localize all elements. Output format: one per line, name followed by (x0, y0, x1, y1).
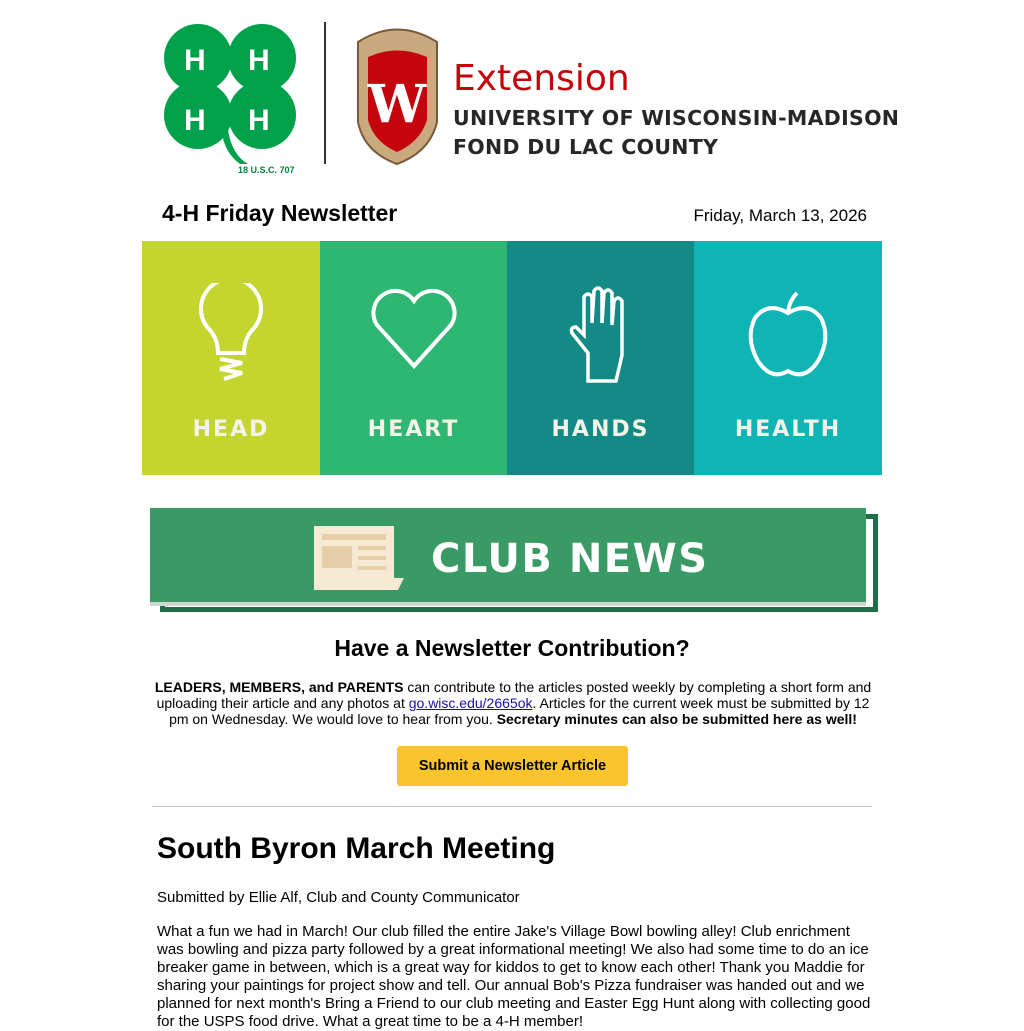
text: . Articles for the current week must be submitted by 12 pm on Wednesday. We would love to hear from you. (169, 695, 870, 727)
logo-divider (324, 22, 326, 164)
hand-icon (566, 283, 636, 383)
pledge-health (694, 241, 882, 475)
newsletter-title: 4-H Friday Newsletter (162, 200, 398, 226)
pledge-label: HEALTH (734, 417, 842, 442)
bold-lead: LEADERS, MEMBERS, and PARENTS (154, 679, 404, 695)
county-label: FOND DU LAC COUNTY (453, 135, 719, 159)
article-byline: Submitted by Ellie Alf, Club and County Communicator (157, 889, 520, 906)
article-title: South Byron March Meeting (157, 832, 556, 865)
svg-text:H: H (248, 44, 270, 77)
contribution-heading: Have a Newsletter Contribution? (334, 635, 690, 661)
newsletter-date: Friday, March 13, 2026 (693, 206, 867, 225)
newspaper-icon (314, 526, 404, 592)
text: can contribute to the articles posted weekly by completing a short form and uploading their article and any photos at (156, 679, 872, 711)
4h-clover-logo (160, 20, 305, 166)
pledge-label: HANDS (551, 417, 650, 442)
form-link[interactable]: go.wisc.edu/2665ok (408, 695, 533, 711)
svg-text:H: H (184, 44, 206, 77)
pledge-label: HEART (367, 417, 460, 442)
uw-crest-logo (350, 22, 445, 166)
contribution-text (146, 679, 880, 727)
university-label: UNIVERSITY OF WISCONSIN-MADISON (453, 106, 900, 130)
svg-text:W: W (367, 74, 427, 135)
article-body: What a fun we had in March! Our club filled the entire Jake's Village Bowl bowling alley! Club enrichment was bowling and pizza party followed by a great informational meeting! We also had some time to do an ice breaker game in between, which is a great way for kiddos to get to know each other! Thank you Maddie for sharing your paintings for project show and tell. Our annual Bob's Pizza fundraiser was handed out and we planned for next month's Bring a Friend to our club meeting and Easter Egg Hunt along with collecting good for the USPS food drive. What a great time to be a 4-H member! (157, 923, 871, 1030)
pledge-label: HEAD (192, 417, 270, 442)
apple-icon (743, 283, 833, 383)
lightbulb-icon (196, 283, 266, 383)
svg-text:H: H (184, 104, 206, 137)
pledge-hands (507, 241, 694, 475)
svg-text:H: H (248, 104, 270, 137)
bold-tail: Secretary minutes can also be submitted here as well! (496, 711, 857, 727)
clover-trademark-text: 18 U.S.C. 707 (238, 165, 295, 175)
submit-article-button[interactable]: Submit a Newsletter Article (397, 746, 628, 786)
club-news-label: CLUB NEWS (431, 536, 709, 582)
divider (152, 806, 872, 807)
pledge-head (142, 241, 320, 475)
extension-label: Extension (453, 58, 630, 99)
heart-icon (369, 283, 459, 373)
pledge-heart (320, 241, 507, 475)
